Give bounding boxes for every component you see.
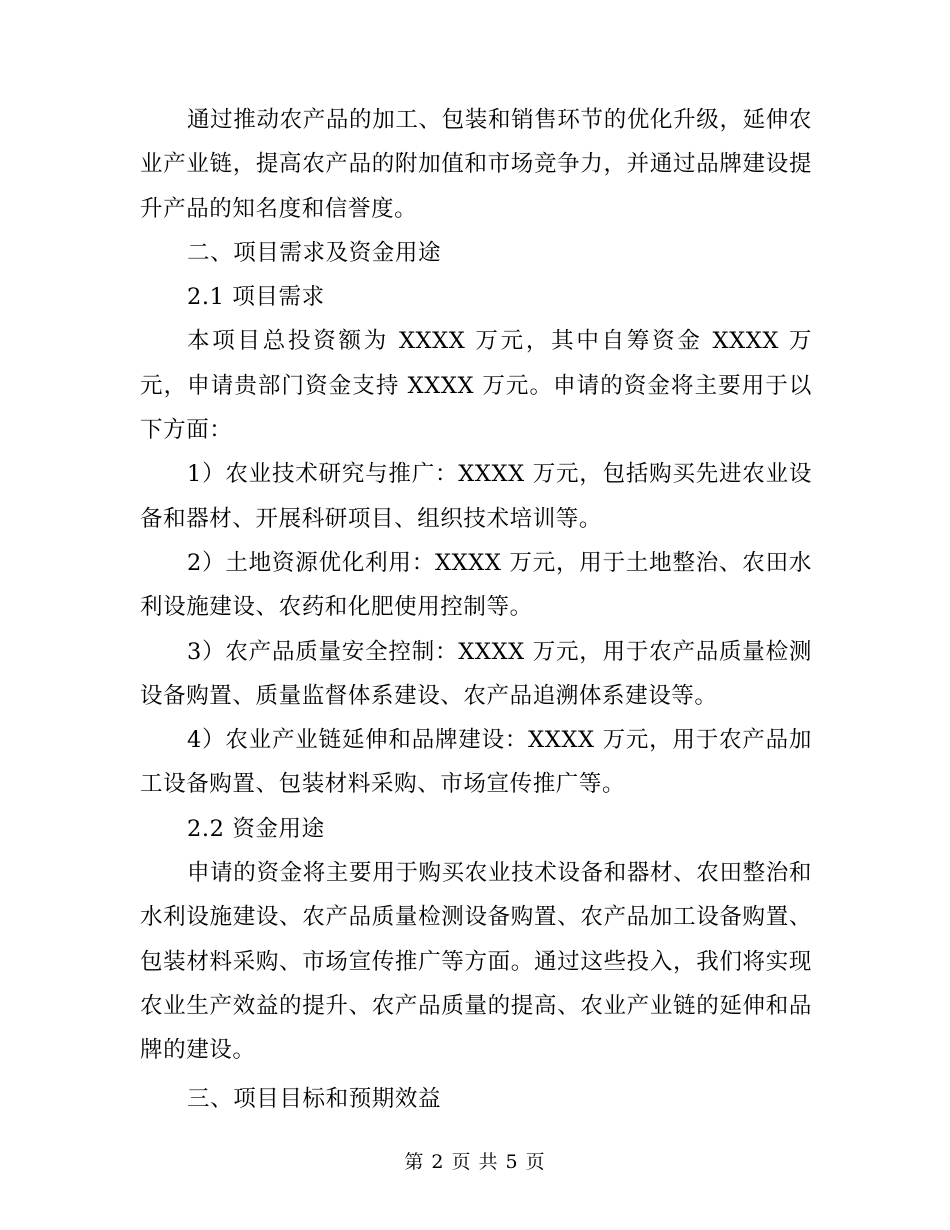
paragraph-intro: 通过推动农产品的加工、包装和销售环节的优化升级，延伸农业产业链，提高农产品的附加值和市场竞争力，并通过品牌建设提升产品的知名度和信誉度。	[140, 107, 812, 222]
list-item-2: 2）土地资源优化利用：XXXX 万元，用于土地整治、农田水利设施建设、农药和化肥使用控制等。	[140, 549, 812, 621]
paragraph-fund-usage: 申请的资金将主要用于购买农业技术设备和器材、农田整治和水利设施建设、农产品质量检测设备购置、农产品加工设备购置、包装材料采购、市场宣传推广等方面。通过这些投入，我们将实现农业生产效益的提升、农产品质量的提高、农业产业链的延伸和品牌的建设。	[140, 860, 812, 1064]
list-item-3: 3）农产品质量安全控制：XXXX 万元，用于农产品质量检测设备购置、质量监督体系建设、农产品追溯体系建设等。	[140, 638, 812, 709]
paragraph-investment: 本项目总投资额为 XXXX 万元，其中自筹资金 XXXX 万元，申请贵部门资金支持 XXXX 万元。申请的资金将主要用于以下方面：	[140, 328, 812, 444]
document-body	[140, 98, 812, 1121]
list-item-4: 4）农业产业链延伸和品牌建设：XXXX 万元，用于农产品加工设备购置、包装材料采购、市场宣传推广等。	[140, 727, 812, 798]
page-number: 第 2 页 共 5 页	[404, 1151, 546, 1173]
subsection-heading-2-1: 2.1 项目需求	[187, 284, 325, 311]
section-heading-3: 三、项目目标和预期效益	[187, 1085, 442, 1112]
section-heading-2: 二、项目需求及资金用途	[187, 239, 442, 266]
list-item-1: 1）农业技术研究与推广：XXXX 万元，包括购买先进农业设备和器材、开展科研项目、组织技术培训等。	[140, 461, 812, 532]
subsection-heading-2-2: 2.2 资金用途	[187, 815, 325, 842]
